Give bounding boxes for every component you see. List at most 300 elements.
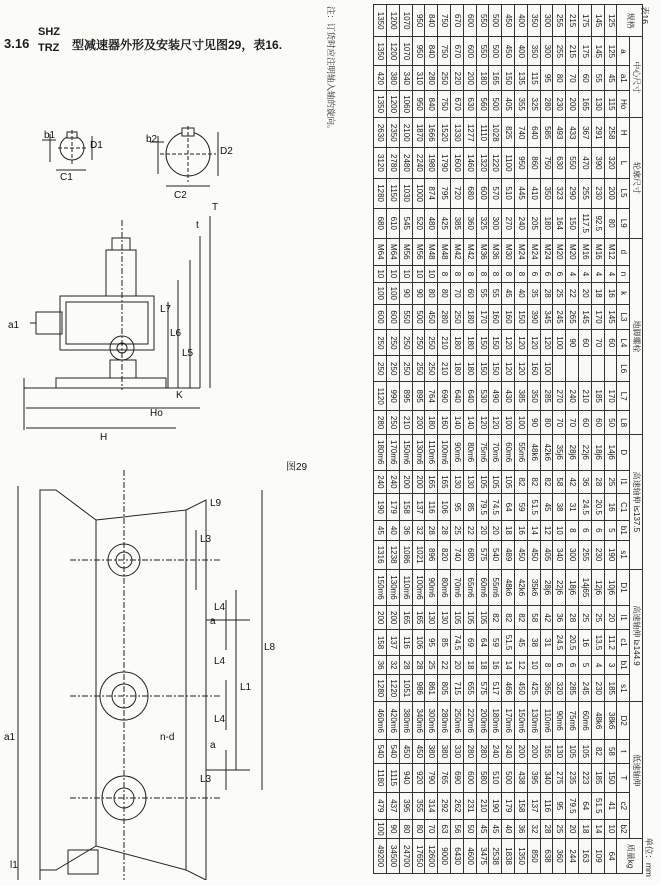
table-cell: 16	[579, 630, 592, 656]
table-cell: 10	[387, 265, 400, 282]
table-cell: 60m6	[476, 569, 489, 606]
table-cell: 280	[438, 304, 451, 330]
table-cell: 285	[566, 675, 579, 702]
table-cell: 64	[579, 792, 592, 819]
dim-c1: C1	[60, 172, 73, 183]
col-header: s1	[617, 675, 630, 702]
table-cell: 165	[489, 66, 502, 91]
table-cell: 500	[502, 763, 515, 792]
table-cell: 250	[387, 330, 400, 356]
table-cell: 1200	[387, 5, 400, 37]
table-cell: 874	[425, 178, 438, 208]
table-cell: 200	[374, 606, 387, 630]
dim-t: t	[196, 220, 199, 231]
section-title: 型减速器外形及安装尺寸见图29，表16.	[72, 38, 283, 52]
table-cell: 805	[438, 675, 451, 702]
table-cell: 150	[604, 763, 617, 792]
table-cell: 670	[451, 5, 464, 37]
table-cell: 120	[502, 356, 515, 382]
table-cell: 230	[591, 540, 604, 569]
table-cell: M36	[476, 238, 489, 265]
group-foot: 地脚螺栓	[630, 238, 643, 434]
table-cell: 130	[463, 470, 476, 494]
table-cell: 1980	[425, 148, 438, 178]
col-header: k	[617, 283, 630, 305]
table-cell: 360	[463, 208, 476, 238]
table-cell: 466	[502, 675, 515, 702]
table-cell: 340	[399, 66, 412, 91]
dim-ho: Ho	[150, 408, 163, 419]
table-cell: 90m6	[553, 702, 566, 740]
table-cell: 230	[591, 675, 604, 702]
table-cell: 60m6	[502, 434, 515, 470]
table-cell: 12j6	[591, 569, 604, 606]
dim-b2: b2	[146, 134, 158, 145]
table-cell: 325	[476, 208, 489, 238]
table-cell: 105	[476, 470, 489, 494]
table-cell: 180	[463, 330, 476, 356]
table-cell: 130	[553, 740, 566, 764]
table-cell: 223	[579, 763, 592, 792]
table-cell: 180m6	[374, 434, 387, 470]
table-cell: 550	[399, 304, 412, 330]
table-cell: 4	[579, 265, 592, 282]
table-cell: M24	[527, 238, 540, 265]
dim-l1-lower: l1	[10, 860, 18, 871]
table-cell: 340	[553, 540, 566, 569]
table-cell: 55m6	[515, 434, 528, 470]
table-cell: M30	[502, 238, 515, 265]
table-cell: 110m6	[425, 434, 438, 470]
table-cell: 170	[591, 304, 604, 330]
table-cell: 41	[604, 792, 617, 819]
table-cell: 165	[438, 470, 451, 494]
table-cell: 10j6	[604, 569, 617, 606]
table-cell: 25	[553, 283, 566, 305]
table-cell: 390	[591, 148, 604, 178]
table-cell: 117.5	[579, 208, 592, 238]
table-cell: 1200	[387, 91, 400, 118]
table-cell: 105	[489, 470, 502, 494]
table-cell: 90	[566, 330, 579, 356]
table-cell: 20	[476, 521, 489, 540]
table-cell: 200	[412, 411, 425, 435]
table-row	[604, 5, 617, 874]
table-cell: 10	[425, 265, 438, 282]
table-cell: 160	[502, 304, 515, 330]
table-cell: 60	[591, 411, 604, 435]
table-cell: 8	[451, 265, 464, 282]
table-cell: 130	[425, 606, 438, 630]
header-group-row	[630, 5, 643, 874]
spec-table	[373, 4, 643, 874]
table-cell: 1150	[387, 178, 400, 208]
table-cell: 4	[566, 265, 579, 282]
table-cell: 200	[527, 740, 540, 764]
table-row	[425, 5, 438, 874]
table-cell: 300	[540, 5, 553, 37]
table-cell: 764	[425, 382, 438, 411]
table-cell: M24	[540, 238, 553, 265]
table-cell: 320	[604, 148, 617, 178]
dim-l4-2: L4	[214, 656, 226, 667]
table-cell: 60	[579, 66, 592, 91]
table-cell: 32	[412, 521, 425, 540]
table-cell: 24700	[399, 839, 412, 874]
table-cell: 105	[502, 470, 515, 494]
table-cell: 28	[540, 819, 553, 838]
table-cell: 750	[438, 5, 451, 37]
table-cell: 120	[540, 330, 553, 356]
group-high-b: 高速轴伸 i≥144.9	[630, 569, 643, 702]
table-cell: 1238	[387, 540, 400, 569]
table-cell: 600	[387, 304, 400, 330]
table-cell: 1220	[489, 148, 502, 178]
table-cell: 145	[604, 304, 617, 330]
table-cell: 720	[451, 178, 464, 208]
dim-n-d: n-d	[160, 732, 175, 743]
group-high-a: 高速轴伸 i≤137.5	[630, 434, 643, 569]
table-cell: 82	[502, 606, 515, 630]
table-cell: 180	[425, 411, 438, 435]
table-cell: 300	[566, 540, 579, 569]
table-cell: 70	[566, 66, 579, 91]
col-header: s1	[617, 540, 630, 569]
table-cell: 450	[425, 304, 438, 330]
table-cell: 750	[438, 91, 451, 118]
table-cell: 175	[579, 5, 592, 37]
table-cell: 140	[463, 411, 476, 435]
dim-d1: D1	[90, 140, 103, 151]
table-cell: 825	[502, 118, 515, 148]
section-heading	[4, 20, 324, 62]
table-cell: 45	[374, 521, 387, 540]
table-cell: 60	[579, 330, 592, 356]
table-cell: 3475	[476, 839, 489, 874]
table-cell: 280	[463, 740, 476, 764]
table-cell: 109	[591, 839, 604, 874]
table-cell: 38k6	[604, 702, 617, 740]
table-cell: 240	[387, 470, 400, 494]
table-cell: 150	[502, 66, 515, 91]
table-cell: 82	[540, 470, 553, 494]
table-cell: 1870	[412, 118, 425, 148]
dim-b1: b1	[44, 130, 56, 141]
table-cell: 130m6	[527, 702, 540, 740]
table-cell: 80	[425, 283, 438, 305]
table-cell: 9000	[438, 839, 451, 874]
table-cell: 180	[476, 66, 489, 91]
table-cell: 120	[489, 411, 502, 435]
table-cell: 70m6	[489, 434, 502, 470]
table-cell: 250	[387, 356, 400, 382]
table-cell: 540	[489, 540, 502, 569]
table-cell: 1600	[451, 148, 464, 178]
table-cell: 74.5	[451, 630, 464, 656]
table-cell: 18j6	[566, 569, 579, 606]
table-cell: 430	[502, 382, 515, 411]
table-cell: 1100	[502, 148, 515, 178]
table-cell: 250	[387, 411, 400, 435]
table-cell: 600	[463, 763, 476, 792]
table-cell: 18	[502, 521, 515, 540]
table-cell: 6	[566, 655, 579, 674]
table-cell: 75m6	[476, 434, 489, 470]
dim-upper-t: T	[212, 202, 219, 213]
table-cell: 85	[463, 494, 476, 521]
col-header: D1	[617, 569, 630, 606]
table-cell: 433	[566, 118, 579, 148]
table-cell: 106	[438, 494, 451, 521]
table-cell: 490	[489, 382, 502, 411]
table-cell: 1115	[387, 763, 400, 792]
table-cell: 120	[476, 411, 489, 435]
table-cell: 25	[425, 655, 438, 674]
table-cell: 59	[489, 630, 502, 656]
table-cell: 310	[412, 66, 425, 91]
table-cell: 355	[515, 91, 528, 118]
table-cell: 380m6	[399, 702, 412, 740]
table-cell: 840	[425, 5, 438, 37]
table-cell: 950	[412, 37, 425, 66]
table-cell: 79.5	[566, 792, 579, 819]
table-cell: 25	[579, 606, 592, 630]
table-cell: 150	[515, 304, 528, 330]
table-cell: 250m6	[451, 702, 464, 740]
table-cell: 130	[591, 91, 604, 118]
table-cell: 860	[527, 148, 540, 178]
section-number: 3.16	[4, 36, 30, 51]
table-cell: 1350	[374, 91, 387, 118]
table-row	[387, 5, 400, 874]
table-cell: 42	[540, 606, 553, 630]
table-cell: 861	[425, 675, 438, 702]
table-cell: M36	[489, 238, 502, 265]
table-row	[451, 5, 464, 874]
table-cell: 45	[604, 66, 617, 91]
table-cell: 158	[399, 494, 412, 521]
table-cell: 355	[412, 792, 425, 819]
dim-d2: D2	[220, 146, 233, 157]
dim-a-lower: a	[210, 740, 216, 751]
table-cell: 190	[489, 792, 502, 819]
table-cell: 405	[502, 91, 515, 118]
table-cell: 158	[515, 792, 528, 819]
table-cell: 125	[604, 5, 617, 37]
table-cell: 280	[374, 411, 387, 435]
table-cell: 840	[425, 91, 438, 118]
table-cell: 517	[489, 675, 502, 702]
col-header: a1	[617, 66, 630, 91]
table-cell: 640	[527, 118, 540, 148]
table-cell: 80	[399, 819, 412, 838]
table-cell: 116	[399, 630, 412, 656]
table-cell: 3120	[374, 148, 387, 178]
table-cell: 200	[399, 470, 412, 494]
table-cell: 16	[489, 655, 502, 674]
table-cell: 180	[463, 356, 476, 382]
figure-label: 图29	[286, 462, 308, 473]
table-cell: 250	[412, 330, 425, 356]
table-cell: 170	[604, 382, 617, 411]
col-header: C1	[617, 494, 630, 521]
table-cell: 610	[387, 208, 400, 238]
dim-h: H	[100, 432, 108, 443]
table-cell: 480	[425, 208, 438, 238]
table-cell: 80m6	[463, 434, 476, 470]
table-cell: 58	[604, 740, 617, 764]
table-cell: 1277	[463, 118, 476, 148]
dim-l8: L8	[264, 642, 276, 653]
table-cell: 110m6	[399, 569, 412, 606]
table-cell: 105	[451, 606, 464, 630]
table-cell: 100	[515, 411, 528, 435]
table-cell: 250	[451, 304, 464, 330]
table-cell: 100	[540, 356, 553, 382]
table-cell: 18	[579, 819, 592, 838]
table-cell: 36	[515, 819, 528, 838]
col-header: L4	[617, 330, 630, 356]
table-cell: 400	[515, 37, 528, 66]
table-cell: 520	[412, 208, 425, 238]
table-cell: 8	[438, 265, 451, 282]
table-cell: 180	[540, 208, 553, 238]
table-cell: 1086	[399, 540, 412, 569]
table-cell: 250	[399, 330, 412, 356]
table-cell: 180	[463, 304, 476, 330]
dim-a-upper: a	[210, 616, 216, 627]
table-cell: 22j6	[579, 434, 592, 470]
table-cell: 740	[515, 118, 528, 148]
table-cell: 367	[579, 118, 592, 148]
table-cell: 280	[476, 740, 489, 764]
group-outline: 轮廓尺寸	[630, 118, 643, 239]
table-cell: 405	[540, 540, 553, 569]
dim-a1-plan: a1	[4, 732, 16, 743]
table-cell: 986	[412, 675, 425, 702]
table-cell: 550	[476, 37, 489, 66]
table-cell: 160	[438, 411, 451, 435]
table-cell: 70	[425, 819, 438, 838]
table-cell: 25	[591, 606, 604, 630]
table-cell: 158	[374, 630, 387, 656]
table-cell: 1350	[515, 839, 528, 874]
table-cell: 395	[527, 763, 540, 792]
table-cell: 160	[527, 356, 540, 382]
table-cell	[553, 356, 566, 382]
header-row	[617, 5, 630, 874]
col-header: L7	[617, 382, 630, 411]
table-cell: 12	[540, 521, 553, 540]
table-cell: 255	[579, 540, 592, 569]
table-cell: 1316	[374, 540, 387, 569]
table-cell: 51.5	[591, 792, 604, 819]
table-cell: 45	[540, 494, 553, 521]
table-cell: 165	[579, 91, 592, 118]
table-cell: 24.5	[553, 630, 566, 656]
table-cell: 14	[591, 819, 604, 838]
table-cell: 550	[476, 5, 489, 37]
table-cell: 250	[399, 356, 412, 382]
col-header: b2	[617, 819, 630, 838]
table-cell: 450	[399, 740, 412, 764]
dim-l1: L1	[240, 682, 252, 693]
table-cell: 164	[553, 208, 566, 238]
table-cell: 235	[566, 763, 579, 792]
col-header: D	[617, 434, 630, 470]
table-cell: 165	[412, 606, 425, 630]
table-cell: 17650	[412, 839, 425, 874]
table-row	[489, 5, 502, 874]
table-cell: 64	[604, 839, 617, 874]
table-cell: 137	[527, 792, 540, 819]
table-cell: 95	[553, 792, 566, 819]
table-cell: 215	[566, 37, 579, 66]
table-cell: 6430	[451, 839, 464, 874]
table-cell: 250	[412, 356, 425, 382]
table-cell: 165	[425, 470, 438, 494]
table-cell: 100	[374, 283, 387, 305]
table-cell: 240	[566, 382, 579, 411]
col-header: L6	[617, 356, 630, 382]
table-cell: 55m6	[489, 569, 502, 606]
table-cell: 1000	[412, 178, 425, 208]
table-cell: 244	[566, 839, 579, 874]
table-row	[476, 5, 489, 874]
table-cell: 75m6	[566, 702, 579, 740]
table-cell: 200	[387, 606, 400, 630]
table-cell: 230	[591, 178, 604, 208]
table-cell: 105	[476, 606, 489, 630]
table-cell: 150	[489, 330, 502, 356]
table-cell: 1320	[476, 148, 489, 178]
table-cell: 1070	[399, 37, 412, 66]
table-cell: 420	[374, 66, 387, 91]
table-cell: 25	[451, 521, 464, 540]
table-cell: 1028	[489, 118, 502, 148]
table-cell: 31	[566, 494, 579, 521]
table-cell: 655	[463, 675, 476, 702]
table-cell: 28	[425, 521, 438, 540]
table-cell: 64	[502, 494, 515, 521]
table-cell: 425	[527, 675, 540, 702]
table-cell: 275	[553, 763, 566, 792]
table-cell: 185	[591, 763, 604, 792]
table-cell: 28	[438, 521, 451, 540]
table-cell: 65m6	[463, 569, 476, 606]
table-cell: 50	[463, 819, 476, 838]
table-caption: 表16	[640, 6, 650, 24]
table-cell: 540	[387, 740, 400, 764]
table-cell: M48	[425, 238, 438, 265]
table-cell: 250	[425, 356, 438, 382]
table-cell: 200	[566, 91, 579, 118]
table-cell: 500	[412, 304, 425, 330]
table-cell: 210	[579, 382, 592, 411]
table-cell: 390	[527, 304, 540, 330]
table-cell: 58	[553, 470, 566, 494]
table-cell: 895	[412, 382, 425, 411]
table-cell: 90	[412, 283, 425, 305]
table-cell: 116	[425, 494, 438, 521]
table-cell	[566, 356, 579, 382]
col-spec: 规格	[617, 5, 643, 37]
table-cell: 4600	[463, 839, 476, 874]
table-row	[502, 5, 515, 874]
table-cell: 13.5	[591, 630, 604, 656]
table-cell: 8	[502, 265, 515, 282]
table-cell: 280	[425, 66, 438, 91]
